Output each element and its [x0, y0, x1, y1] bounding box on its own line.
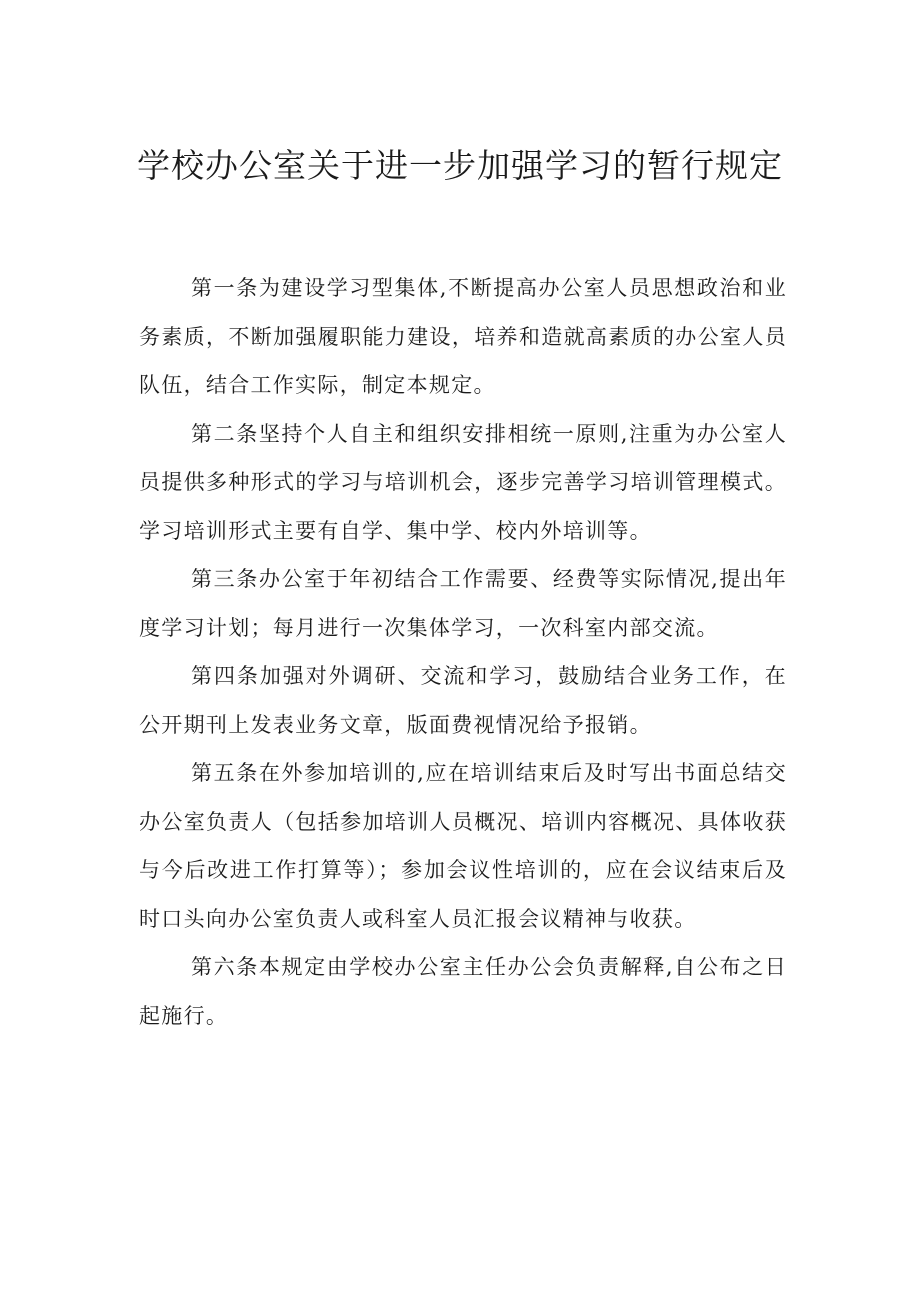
- article-5: 第五条在外参加培训的,应在培训结束后及时写出书面总结交办公室负责人（包括参加培训人员概况、培训内容概况、具体收获与今后改进工作打算等）；参加会议性培训的，应在会议结束后及时口头向办公室负责人或科室人员汇报会议精神与收获。: [139, 761, 787, 931]
- article-6: 第六条本规定由学校办公室主任办公会负责解释,自公布之日起施行。: [139, 955, 787, 1028]
- document-title: 学校办公室关于进一步加强学习的暂行规定: [137, 146, 783, 185]
- document-body: [139, 264, 787, 1040]
- article-3: 第三条办公室于年初结合工作需要、经费等实际情况,提出年度学习计划；每月进行一次集体学习，一次科室内部交流。: [139, 567, 787, 640]
- article-2: 第二条坚持个人自主和组织安排相统一原则,注重为办公室人员提供多种形式的学习与培训机会，逐步完善学习培训管理模式。学习培训形式主要有自学、集中学、校内外培训等。: [139, 421, 787, 543]
- article-4: 第四条加强对外调研、交流和学习，鼓励结合业务工作，在公开期刊上发表业务文章，版面费视情况给予报销。: [139, 664, 787, 737]
- article-1: 第一条为建设学习型集体,不断提高办公室人员思想政治和业务素质，不断加强履职能力建设，培养和造就高素质的办公室人员队伍，结合工作实际，制定本规定。: [139, 276, 787, 397]
